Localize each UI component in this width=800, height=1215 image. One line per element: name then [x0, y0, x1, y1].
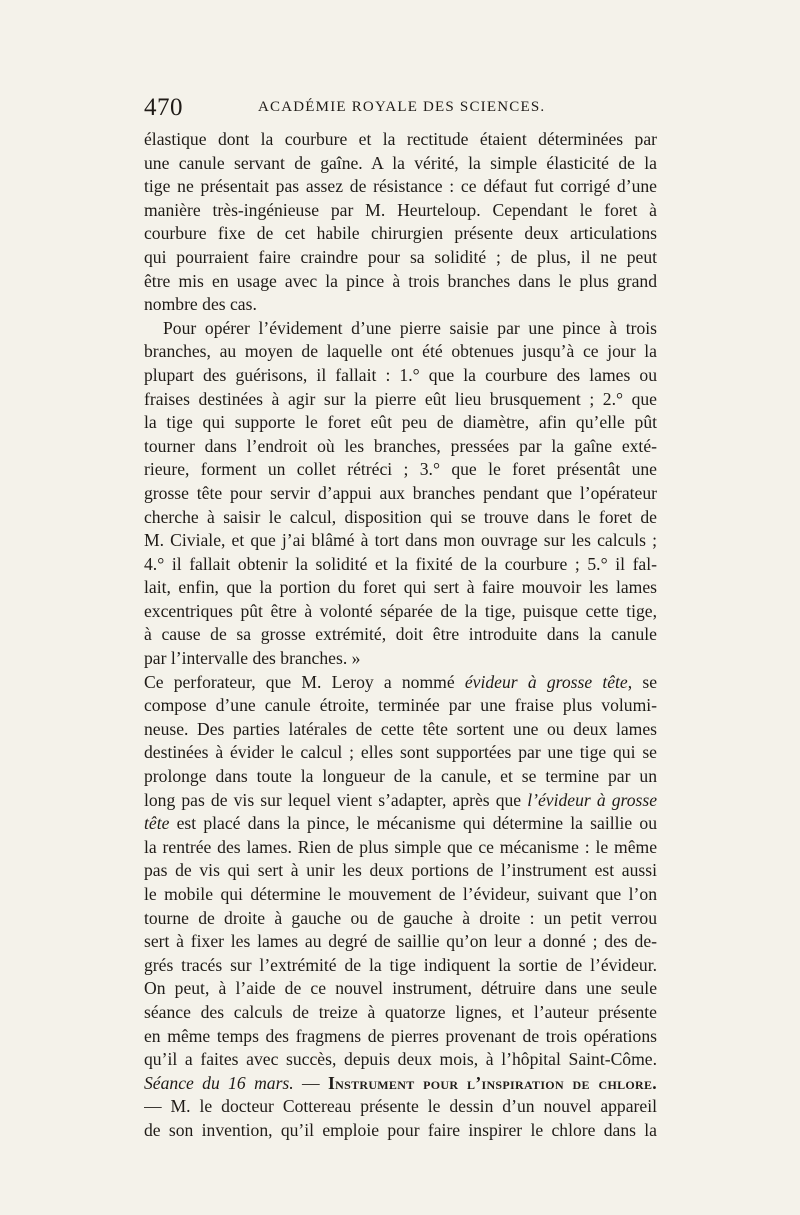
text-line: une canule servant de gaîne. A la vérité, la simple élasticité de la — [144, 152, 657, 173]
text-line: à cause de sa grosse extrémité, doit être introduite dans la canule — [144, 624, 657, 645]
running-head: ACADÉMIE ROYALE DES SCIENCES. — [258, 99, 546, 115]
text-line: la rentrée des lames. Rien de plus simple que ce mécanisme : le même — [144, 836, 657, 857]
text-line: courbure fixe de cet habile chirurgien présente deux articulations — [144, 223, 657, 244]
text-line: M. Civiale, et que j’ai blâmé à tort dans mon ouvrage sur les calculs ; — [144, 530, 657, 551]
text-line: grosse tête pour servir d’appui aux branches pendant que l’opérateur — [144, 482, 657, 503]
text-line: le mobile qui détermine le mouvement de l’évideur, suivant que l’on — [144, 884, 657, 904]
text-segment: est placé dans la pince, le mécanisme qui détermine la saillie ou — [169, 813, 657, 834]
text-line: cherche à saisir le calcul, disposition qui se trouve dans le foret de — [144, 506, 657, 527]
italic-term: évideur à grosse tête — [464, 671, 628, 692]
text-segment: , se — [627, 671, 657, 692]
text-line: en même temps des fragmens de pierres provenant de trois opérations — [144, 1025, 657, 1046]
text-line: excentriques pût être à volonté séparée de la tige, puisque cette tige, — [144, 600, 657, 621]
text-line: par l’intervalle des branches. » — [144, 648, 361, 669]
text-segment: Ce perforateur, que M. Leroy a nommé — [144, 671, 465, 692]
section-heading: Instrument pour l’inspiration de chlore. — [327, 1072, 657, 1093]
text-line: manière très-ingénieuse par M. Heurteloup. Cependant le foret à — [144, 199, 657, 220]
text-line: compose d’une canule étroite, terminée par une fraise plus volumi- — [144, 695, 657, 716]
text-line: lait, enfin, que la portion du foret qui sert à faire mouvoir les lames — [144, 577, 657, 598]
text-line: branches, au moyen de laquelle ont été obtenues jusqu’à ce jour la — [144, 341, 657, 362]
text-line: de son invention, qu’il emploie pour faire inspirer le chlore dans la — [144, 1119, 657, 1140]
text-line: séance des calculs de treize à quatorze lignes, et l’auteur présente — [144, 1001, 657, 1022]
text-line: tourner dans l’endroit où les branches, pressées par la gaîne exté- — [144, 435, 657, 456]
text-line: neuse. Des parties latérales de cette tête sortent une ou deux lames — [144, 718, 657, 739]
text-line: qui pourraient faire craindre pour sa solidité ; de plus, il ne peut — [144, 246, 657, 267]
text-line: — M. le docteur Cottereau présente le dessin d’un nouvel appareil — [144, 1096, 657, 1117]
text-line: On peut, à l’aide de ce nouvel instrument, détruire dans une seule — [144, 978, 657, 999]
text-line: 4.° il fallait obtenir la solidité et la fixité de la courbure ; 5.° il fal- — [144, 553, 657, 574]
text-line: être mis en usage avec la pince à trois branches dans le plus grand — [144, 270, 657, 291]
page-header — [144, 94, 657, 122]
text-segment: — — [293, 1072, 328, 1093]
session-date: Séance du 16 mars. — [144, 1072, 294, 1093]
italic-term: l’évideur à grosse — [527, 789, 657, 810]
text-line: élastique dont la courbure et la rectitude étaient déterminées par — [144, 129, 657, 149]
text-line: tige ne présentait pas assez de résistance : ce défaut fut corrigé d’une — [144, 176, 657, 197]
text-line: destinées à évider le calcul ; elles sont supportées par une tige qui se — [144, 742, 657, 763]
text-line: la tige qui supporte le foret eût peu de diamètre, afin qu’elle pût — [144, 412, 657, 433]
text-line: nombre des cas. — [144, 294, 257, 315]
text-segment: long pas de vis sur lequel vient s’adapter, après que — [144, 789, 528, 810]
text-line: qu’il a faites avec succès, depuis deux mois, à l’hôpital Saint-Côme. — [144, 1049, 657, 1070]
text-line: fraises destinées à agir sur la pierre eût lieu brusquement ; 2.° que — [144, 388, 657, 409]
text-line: pas de vis qui sert à unir les deux portions de l’instrument est aussi — [144, 860, 657, 881]
text-line: prolonge dans toute la longueur de la canule, et se termine par un — [144, 766, 657, 787]
text-line: rieure, forment un collet rétréci ; 3.° que le foret présentât une — [144, 459, 657, 480]
paragraph-start-line: Pour opérer l’évidement d’une pierre saisie par une pince à trois — [163, 317, 657, 338]
text-line: tourne de droite à gauche ou de gauche à droite : un petit verrou — [144, 907, 657, 928]
italic-term: tête — [144, 813, 170, 834]
session-heading-line — [144, 1072, 657, 1096]
text-line — [144, 812, 657, 836]
text-line: sert à fixer les lames au degré de saillie qu’on leur a donné ; des de- — [144, 931, 657, 952]
page-number: 470 — [144, 94, 183, 121]
text-line — [144, 789, 657, 813]
paragraph-start-line — [144, 671, 657, 695]
text-line: plupart des guérisons, il fallait : 1.° que la courbure des lames ou — [144, 364, 657, 385]
body-text — [144, 128, 657, 1143]
text-line: grés tracés sur l’extrémité de la tige indiquent la sortie de l’évideur. — [144, 954, 657, 975]
